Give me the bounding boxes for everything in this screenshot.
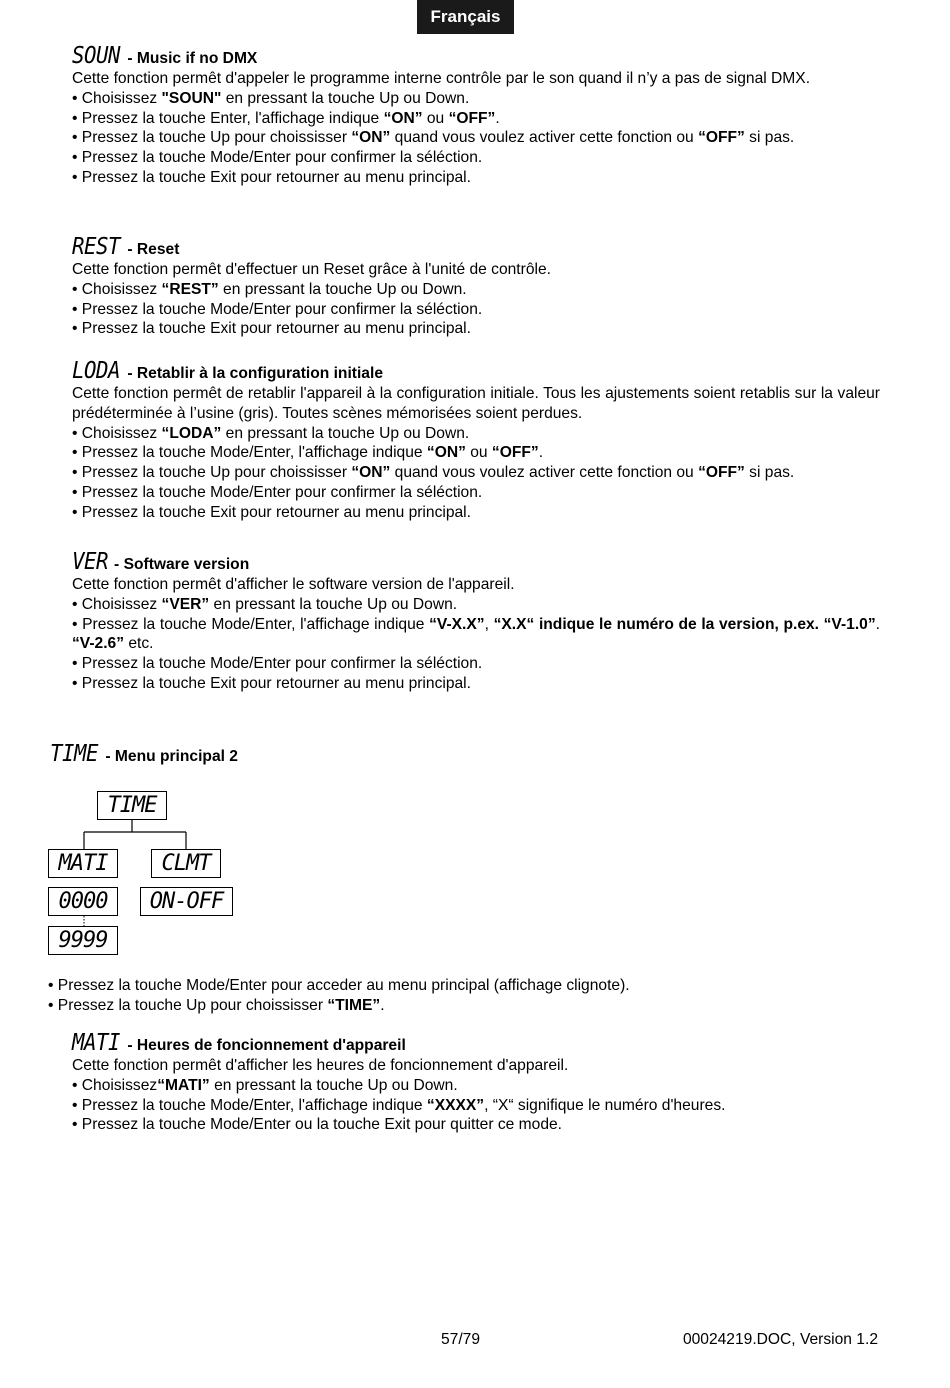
bullet-item: • Pressez la touche Exit pour retourner au menu principal. <box>72 320 471 338</box>
bullet-item: • Pressez la touche Mode/Enter, l'affichage indique “ON” ou “OFF”. <box>72 444 544 462</box>
bullet-item: • Pressez la touche Mode/Enter pour confirmer la séléction. <box>72 483 483 501</box>
section-mati <box>72 1031 880 1135</box>
section-heading <box>50 742 858 766</box>
section-intro: Cette fonction permêt d'effectuer un Reset grâce à l'unité de contrôle. <box>72 261 551 278</box>
doc-version: 00024219.DOC, Version 1.2 <box>682 1331 878 1348</box>
bullet-item: • Pressez la touche Mode/Enter, l'affichage indique “V-X.X”, “X.X“ indique le numéro de la version, p.ex. “V-1.0”. “V-2.6” etc. <box>72 615 880 653</box>
section-heading <box>72 550 880 574</box>
section-intro: Cette fonction permêt d'appeler le programme interne contrôle par le son quand il n’y a pas de signal DMX. <box>72 70 811 87</box>
section-heading <box>72 235 880 259</box>
menu-box-root: TIME <box>97 791 167 820</box>
page-number: 57/79 <box>441 1331 481 1348</box>
bullet-item: • Choisissez “REST” en pressant la touche Up ou Down. <box>72 280 467 298</box>
section-rest <box>72 235 880 339</box>
section-soun <box>72 44 880 188</box>
section-ver <box>72 550 880 694</box>
bullet-item: • Choisissez “LODA” en pressant la touche Up ou Down. <box>72 424 470 442</box>
bullet-item: • Pressez la touche Exit pour retourner au menu principal. <box>72 168 471 186</box>
menu-box-9999: 9999 <box>48 926 118 955</box>
bullet-item: • Pressez la touche Up pour choississer “ON” quand vous voulez activer cette fonction ou “OFF” si pas. <box>72 129 795 147</box>
bullet-item: • Pressez la touche Mode/Enter pour confirmer la séléction. <box>72 655 483 673</box>
lcd-code: REST <box>72 234 121 260</box>
lcd-code: TIME <box>50 741 99 767</box>
section-intro: Cette fonction permêt d'afficher les heures de foncionnement d'appareil. <box>72 1057 569 1074</box>
section-title: - Software version <box>114 556 250 573</box>
section-heading <box>72 1031 880 1055</box>
bullet-item: • Pressez la touche Mode/Enter pour confirmer la séléction. <box>72 300 483 318</box>
lcd-code: VER <box>72 549 109 575</box>
bullet-item: • Pressez la touche Mode/Enter, l'affichage indique “XXXX”, “X“ signifique le numéro d'heures. <box>72 1096 726 1114</box>
language-badge: Français <box>417 0 514 34</box>
bullet-item: • Pressez la touche Up pour choississer “ON” quand vous voulez activer cette fonction ou “OFF” si pas. <box>72 464 795 482</box>
section-title: - Retablir à la configuration initiale <box>127 365 383 382</box>
bullet-item: • Choisissez “VER” en pressant la touche Up ou Down. <box>72 595 458 613</box>
bullet-item: • Pressez la touche Enter, l'affichage indique “ON” ou “OFF”. <box>72 109 500 127</box>
bullet-item: • Choisissez“MATI” en pressant la touche Up ou Down. <box>72 1076 458 1094</box>
bullet-item: • Pressez la touche Exit pour retourner au menu principal. <box>72 503 471 521</box>
lcd-code: SOUN <box>72 43 121 69</box>
section-heading <box>72 359 880 383</box>
section-time-bullets <box>48 976 880 1016</box>
menu-box-mati: MATI <box>48 849 118 878</box>
menu-box-0000: 0000 <box>48 887 118 916</box>
section-intro: Cette fonction permêt de retablir l'appareil à la configuration initiale. Tous les ajustements soient retablis sur la valeur prédéterminée à l’usine (gris). Toutes scènes mémorisées soient perdues. <box>72 385 880 422</box>
bullet-item: • Choisissez "SOUN" en pressant la touche Up ou Down. <box>72 89 470 107</box>
section-title: - Music if no DMX <box>127 50 258 67</box>
bullet-item: • Pressez la touche Mode/Enter pour acceder au menu principal (affichage clignote). <box>48 977 630 994</box>
section-title: - Menu principal 2 <box>105 748 238 765</box>
section-time-heading <box>50 742 858 767</box>
bullet-item: • Pressez la touche Mode/Enter ou la touche Exit pour quitter ce mode. <box>72 1116 563 1134</box>
section-title: - Reset <box>127 241 180 258</box>
lcd-code: MATI <box>72 1030 121 1056</box>
section-intro: Cette fonction permêt d'afficher le software version de l'appareil. <box>72 576 515 593</box>
bullet-item: • Pressez la touche Mode/Enter pour confirmer la séléction. <box>72 149 483 167</box>
bullet-item: • Pressez la touche Exit pour retourner au menu principal. <box>72 674 471 692</box>
section-loda <box>72 359 880 523</box>
bullet-item: • Pressez la touche Up pour choississer “TIME”. <box>48 996 385 1014</box>
menu-box-clmt: CLMT <box>151 849 221 878</box>
section-title: - Heures de foncionnement d'appareil <box>127 1037 406 1054</box>
lcd-code: LODA <box>72 358 121 384</box>
section-heading <box>72 44 880 68</box>
menu-box-on-off: ON-OFF <box>140 887 233 916</box>
